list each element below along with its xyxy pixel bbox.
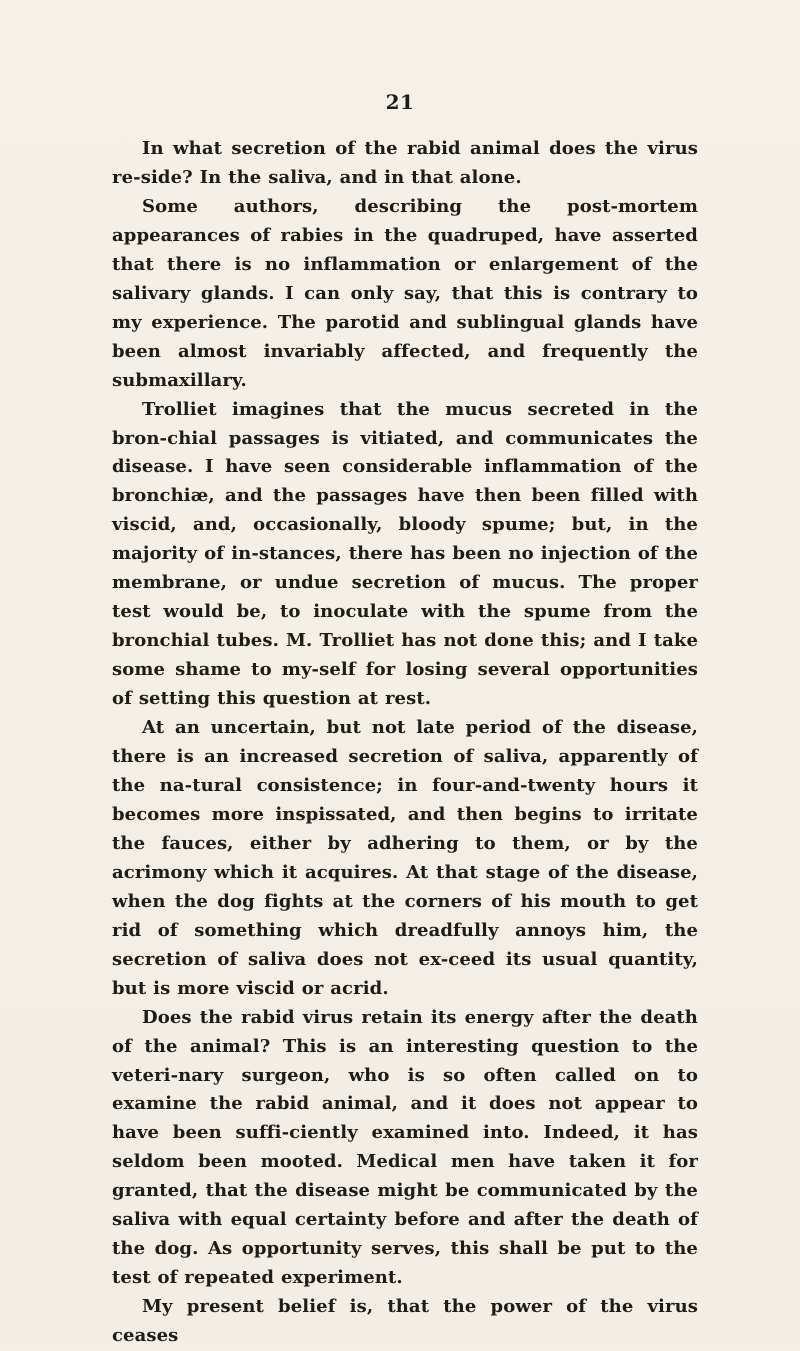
page-number: 21 bbox=[385, 90, 415, 114]
paragraph: Does the rabid virus retain its energy after the death of the animal? This is an interesting question to the veteri-nary surgeon, who is so often called on to examine the rabid animal, and it does not appear to have been suffi-ciently examined into. Indeed, it has seldom been mooted. Medical men have taken it for granted, that the disease might be communicated by the saliva with equal certainty before and after the death of the dog. As opportunity serves, this shall be put to the test of repeated experiment. bbox=[112, 1006, 698, 1289]
paragraph: At an uncertain, but not late period of the disease, there is an increased secretion of saliva, apparently of the na-tural consistence; in four-and-twenty hours it becomes more inspissated, and then begins to irritate the fauces, either by adhering to them, or by the acrimony which it acquires. At that stage of the disease, when the dog fights at the corners of his mouth to get rid of something which dreadfully annoys him, the secretion of saliva does not ex-ceed its usual quantity, but is more viscid or acrid. bbox=[112, 717, 698, 999]
paragraph: My present belief is, that the power of the virus ceases bbox=[112, 1296, 698, 1347]
paragraph: Some authors, describing the post-mortem appearances of rabies in the quadruped, have asserted that there is no inflammation or enlargement of the salivary glands. I can only say, that this is contrary to my experience. The parotid and sublingual glands have been almost invariably affected, and frequently the submaxillary. bbox=[112, 195, 698, 391]
paragraph: Trolliet imagines that the mucus secreted in the bron-chial passages is vitiated, and communicates the disease. I have seen considerable inflammation of the bronchiæ, and the passages have then been filled with viscid, and, occasionally, bloody spume; but, in the majority of in-stances, there has been no injection of the membrane, or undue secretion of mucus. The proper test would be, to inoculate with the spume from the bronchial tubes. M. Trolliet has not done this; and I take some shame to my-self for losing several opportunities of setting this question at rest. bbox=[112, 398, 698, 710]
body-text bbox=[112, 135, 698, 1351]
paragraph: In what secretion of the rabid animal does the virus re-side? In the saliva, and in that alone. bbox=[112, 138, 698, 188]
